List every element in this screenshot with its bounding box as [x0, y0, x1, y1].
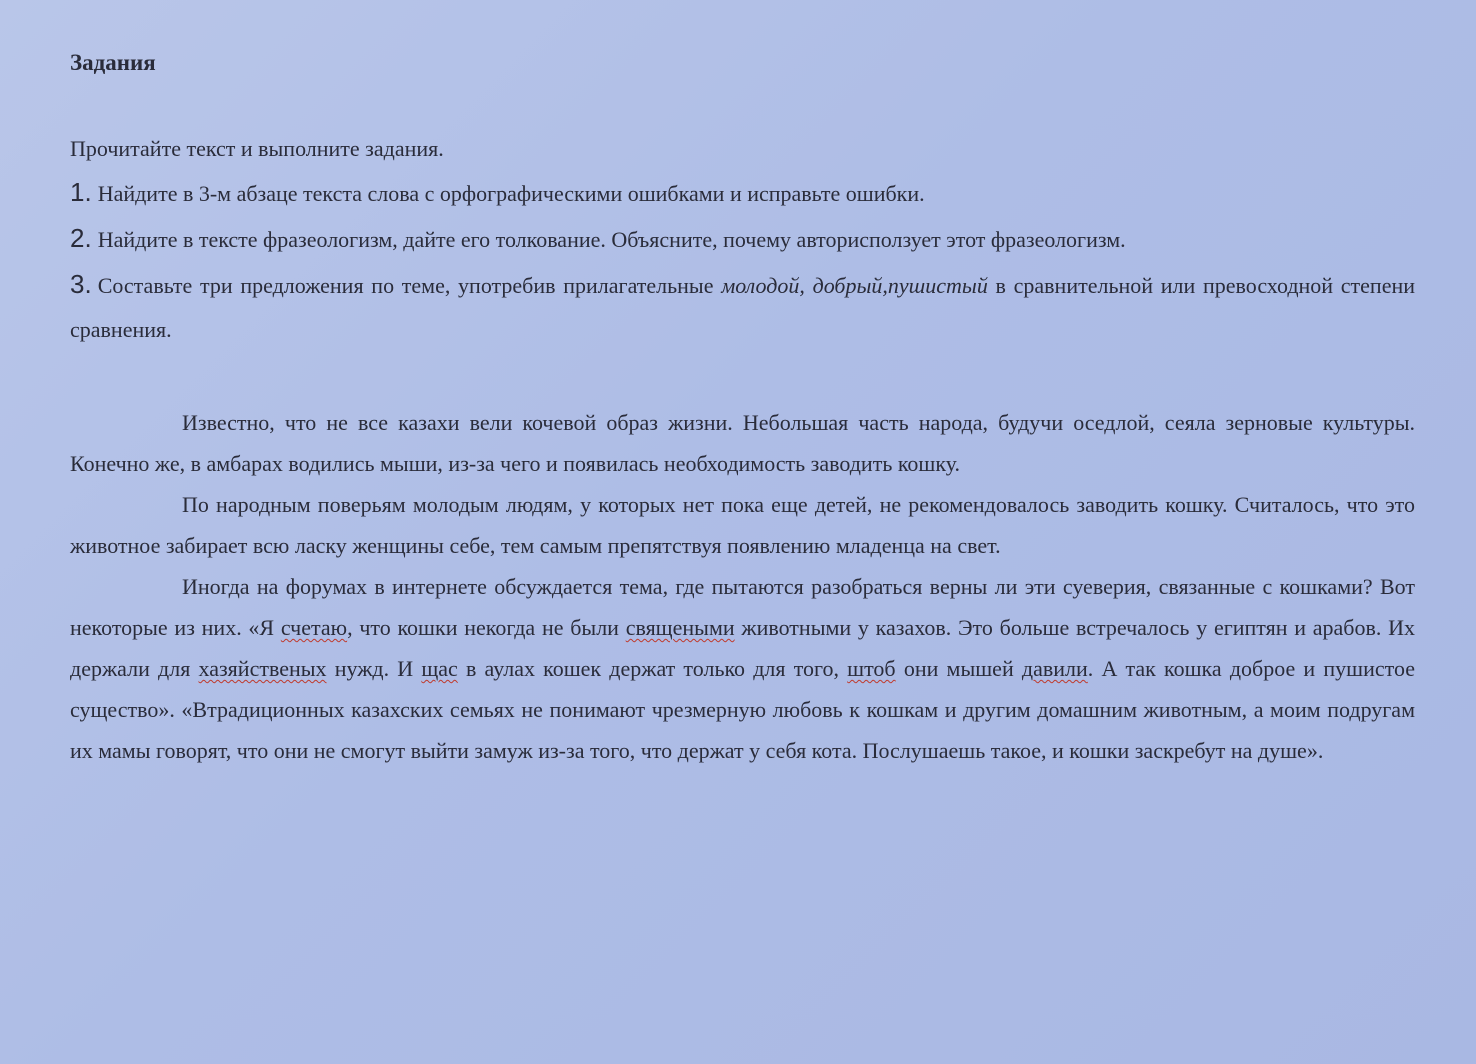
task-number: 1.	[70, 177, 92, 207]
spelling-error-word: давили	[1021, 656, 1088, 681]
paragraph-text: они мышей	[895, 656, 1022, 681]
paragraph-text: нужд. И	[326, 656, 422, 681]
task-text: в сравнительной или превосходной степени сравнения.	[70, 273, 1416, 342]
task-number: 3.	[70, 269, 92, 299]
task-item-2	[70, 216, 1415, 262]
page-title: Задания	[70, 50, 156, 75]
paragraph-2: По народным поверьям молодым людям, у которых нет пока еще детей, не рекомендовалось заводить кошку. Считалось, что это животное забирает всю ласку женщины себе, тем самым препятствуя появлению младенца на свет.	[70, 492, 1415, 558]
paragraph-text: в аулах кошек держат только для того,	[457, 656, 848, 681]
spelling-error-word: священыми	[625, 615, 735, 640]
task-text: Составьте три предложения по теме, употребив прилагательные	[97, 273, 722, 298]
task-number: 2.	[70, 223, 92, 253]
task-text: Найдите в 3-м абзаце текста слова с орфографическими ошибками и исправьте ошибки.	[97, 181, 925, 206]
paragraph-text: , что кошки некогда не были	[347, 615, 626, 640]
paragraph-text: . А так кошка доброе и пушистое существо». «Втрадиционных казахских семьях не понимают чрезмерную любовь к кошкам и другим домашним животным, а моим подругам их мамы говорят, что они не смогут выйти замуж из-за того, что держат у себя кота. Послушаешь такое, и кошки заскребут на душе».	[70, 656, 1415, 763]
intro-text: Прочитайте текст и выполните задания.	[70, 136, 444, 161]
spelling-error-word: щас	[421, 656, 458, 681]
task-italic-adjectives: молодой, добрый,пушистый	[721, 273, 988, 298]
spelling-error-word: штоб	[847, 656, 896, 681]
paragraph-1: Известно, что не все казахи вели кочевой образ жизни. Небольшая часть народа, будучи оседлой, сеяла зерновые культуры. Конечно же, в амбарах водились мыши, из-за чего и появилась необходимость заводить кошку.	[70, 410, 1415, 476]
task-text: Найдите в тексте фразеологизм, дайте его толкование. Объясните, почему авторисползует этот фразеологизм.	[97, 227, 1126, 252]
spelling-error-word: хазяйственых	[198, 656, 327, 681]
task-list	[70, 136, 1415, 352]
paragraph-text: Иногда на форумах в интернете обсуждается тема, где пытаются разобраться верны ли эти суеверия, связанные с кошками? Вот некоторые из них. «Я	[70, 574, 1415, 640]
document-page	[70, 50, 1415, 771]
reading-text	[70, 402, 1415, 771]
paragraph-3	[70, 566, 1415, 771]
task-item-1	[70, 170, 1415, 216]
task-item-3	[70, 262, 1415, 352]
spelling-error-word: счетаю	[280, 615, 348, 640]
paragraph-text: животными у казахов. Это больше встречалось у египтян и арабов. Их держали для	[70, 615, 1416, 681]
